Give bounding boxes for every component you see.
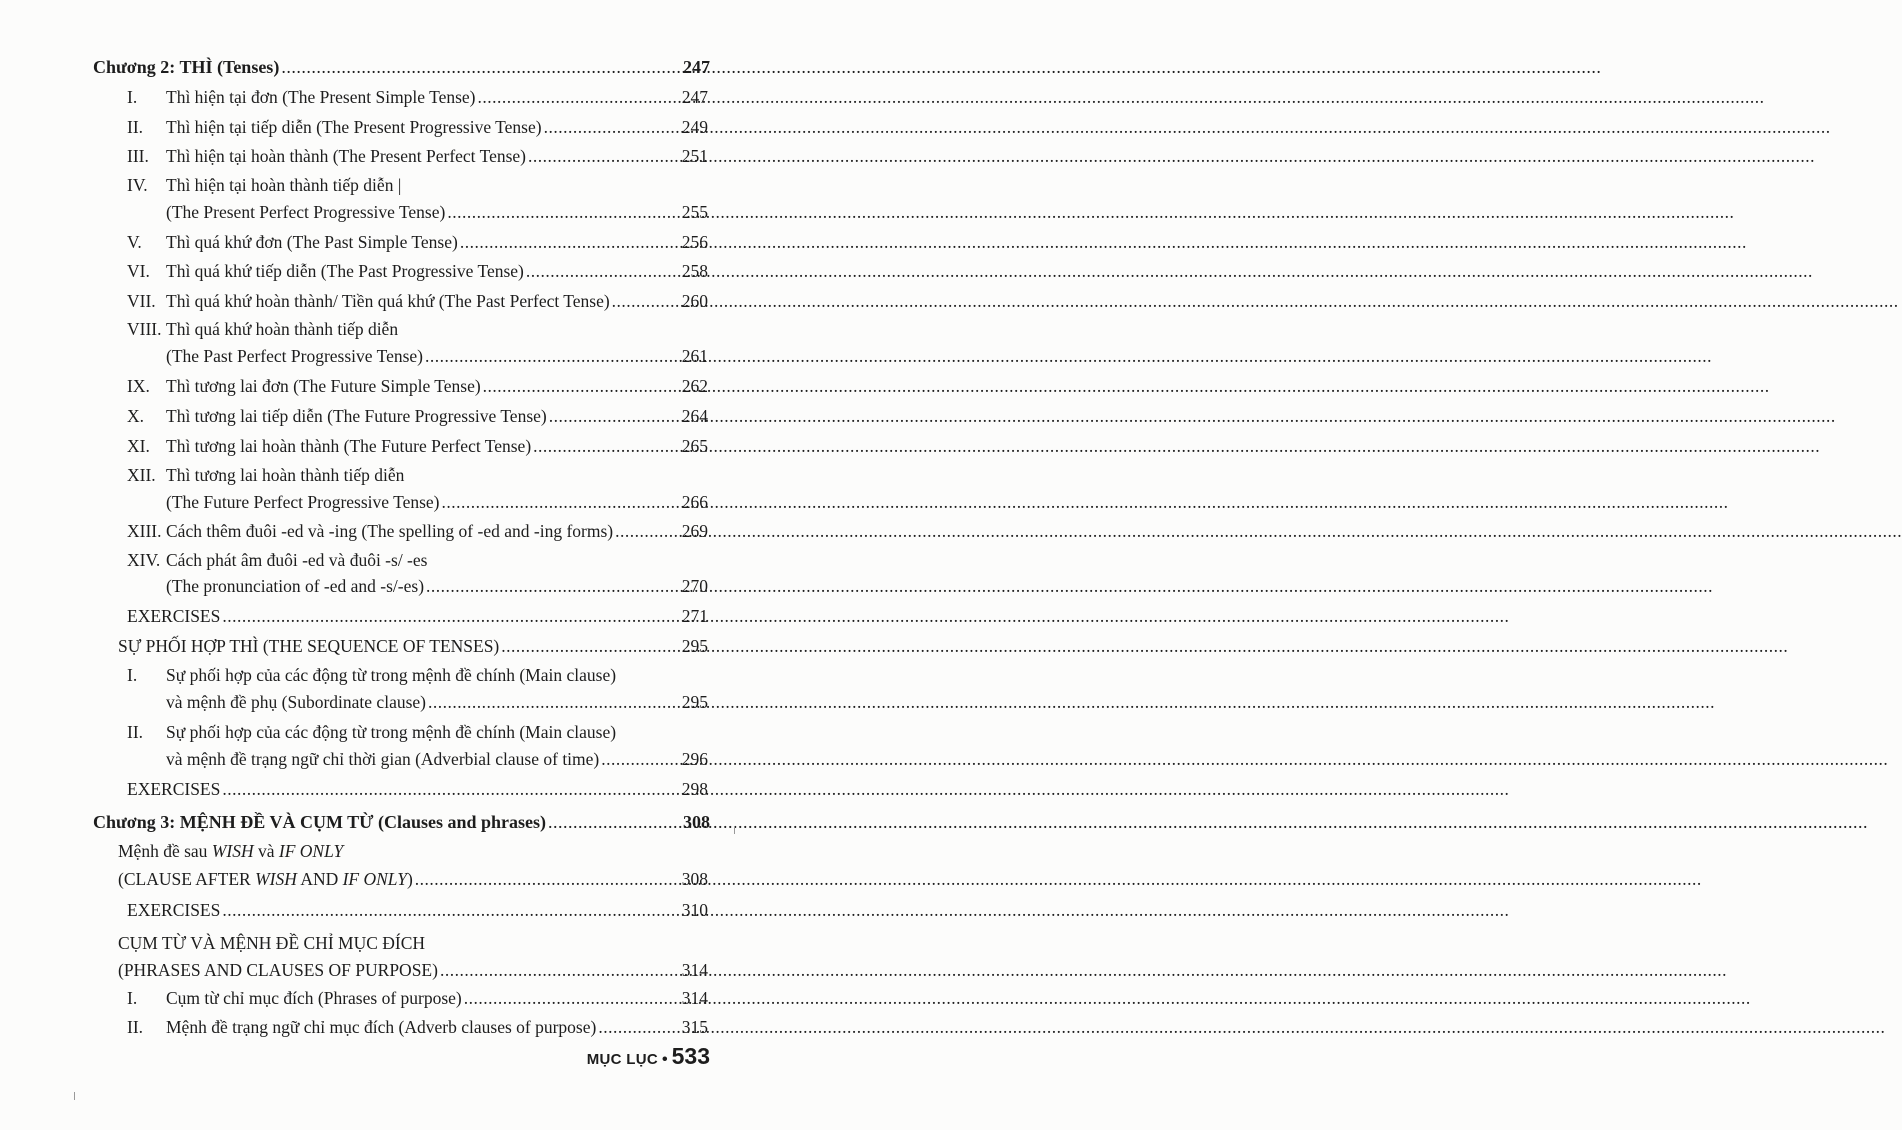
dot-leader: [428, 689, 680, 715]
toc-entry-title: Sự phối hợp của các động từ trong mệnh đề chính (Main clause): [166, 665, 617, 685]
toc-line: [0, 288, 800, 314]
toc-page-number: 269: [681, 521, 708, 541]
toc-line: [0, 229, 800, 255]
toc-page-number: 255: [681, 202, 708, 222]
dot-leader: [447, 199, 679, 225]
toc-line: [0, 518, 800, 544]
toc-line: [0, 489, 800, 515]
toc-entry-number: VI.: [127, 261, 150, 281]
toc-page-number: 271: [681, 606, 708, 626]
toc-line: [0, 547, 800, 573]
toc-line: [0, 838, 800, 864]
toc-entry-title: Thì quá khứ hoàn thành/ Tiền quá khứ (The Past Perfect Tense): [166, 291, 610, 311]
dot-leader: [601, 746, 679, 772]
toc-entry-title: EXERCISES: [127, 606, 221, 626]
toc-line: [0, 114, 800, 140]
dot-leader: [222, 603, 679, 629]
toc-entry-title: Cách phát âm đuôi -ed và đuôi -s/ -es: [166, 550, 428, 570]
toc-entry-number: IX.: [127, 376, 150, 396]
toc-entry-title: Thì hiện tại đơn (The Present Simple Tense): [166, 87, 476, 107]
margin-mark: [74, 1092, 75, 1100]
toc-line: [0, 809, 800, 835]
toc-entry-number: XI.: [127, 436, 150, 456]
toc-entry-number: I.: [127, 665, 138, 685]
toc-entry-title: Thì quá khứ đơn (The Past Simple Tense): [166, 232, 458, 252]
dot-leader: [425, 343, 680, 369]
toc-entry-number: II.: [127, 1017, 144, 1037]
margin-mark: [734, 826, 735, 834]
toc-entry-title: CỤM TỪ VÀ MỆNH ĐỀ CHỈ MỤC ĐÍCH: [118, 933, 426, 953]
toc-entry-title: SỰ PHỐI HỢP THÌ (THE SEQUENCE OF TENSES): [118, 636, 500, 656]
toc-entry-title: Mệnh đề trạng ngữ chỉ mục đích (Adverb clauses of purpose): [166, 1017, 597, 1037]
toc-page-number: 308: [681, 869, 708, 889]
page-number: 533: [671, 1043, 710, 1069]
toc-page-number: 270: [681, 576, 708, 596]
dot-leader: [442, 489, 680, 515]
toc-line: [0, 84, 800, 110]
dot-leader: [222, 897, 679, 923]
italic-term: WISH: [255, 869, 297, 889]
toc-page-number: 247: [681, 87, 708, 107]
toc-entry-title: Cách thêm đuôi -ed và -ing (The spelling of -ed and -ing forms): [166, 521, 614, 541]
toc-line: [0, 776, 800, 802]
toc-page-number: 265: [681, 436, 708, 456]
toc-line: [0, 985, 800, 1011]
dot-leader: [222, 776, 679, 802]
toc-entry-title: (CLAUSE AFTER WISH AND IF ONLY): [118, 869, 413, 889]
toc-line: [0, 199, 800, 225]
toc-entry-number: VII.: [127, 291, 156, 311]
toc-line: [0, 930, 800, 956]
toc-page-number: 315: [681, 1017, 708, 1037]
toc-page-number: 249: [681, 117, 708, 137]
toc-entry-title: (The Past Perfect Progressive Tense): [166, 346, 423, 366]
toc-line: [0, 54, 800, 80]
toc-entry-title: Thì hiện tại hoàn thành tiếp diễn |: [166, 175, 402, 195]
dot-leader: [549, 403, 680, 429]
table-of-contents: [0, 0, 800, 1130]
toc-entry-title: Thì tương lai hoàn thành tiếp diễn: [166, 465, 405, 485]
toc-entry-title: Thì hiện tại tiếp diễn (The Present Progressive Tense): [166, 117, 542, 137]
toc-page-number: 296: [681, 749, 708, 769]
dot-leader: [460, 229, 680, 255]
toc-entry-title: (PHRASES AND CLAUSES OF PURPOSE): [118, 960, 438, 980]
toc-line: [0, 373, 800, 399]
toc-entry-number: II.: [127, 117, 144, 137]
dot-leader: [281, 54, 681, 80]
toc-line: [0, 633, 800, 659]
toc-page-number: 262: [681, 376, 708, 396]
toc-entry-number: X.: [127, 406, 145, 426]
toc-line: [0, 462, 800, 488]
footer-label: MỤC LỤC: [586, 1051, 659, 1068]
toc-entry-title: EXERCISES: [127, 779, 221, 799]
toc-entry-number: II.: [127, 722, 144, 742]
toc-entry-number: XIV.: [127, 550, 161, 570]
toc-line: [0, 689, 800, 715]
dot-leader: [615, 518, 680, 544]
page-footer: [587, 1043, 710, 1073]
toc-line: [0, 316, 800, 342]
toc-page-number: 260: [681, 291, 708, 311]
toc-line: [0, 603, 800, 629]
toc-page-number: 251: [681, 146, 708, 166]
toc-entry-title: Sự phối hợp của các động từ trong mệnh đề chính (Main clause): [166, 722, 617, 742]
toc-entry-number: XII.: [127, 465, 156, 485]
italic-term: IF ONLY: [278, 841, 344, 861]
toc-line: [0, 433, 800, 459]
toc-line: [0, 866, 800, 892]
dot-leader: [501, 633, 679, 659]
toc-page-number: 261: [681, 346, 708, 366]
toc-entry-title: EXERCISES: [127, 900, 221, 920]
dot-leader: [533, 433, 680, 459]
footer-bullet: •: [662, 1051, 668, 1068]
chapter-title: Chương 3: MỆNH ĐỀ VÀ CỤM TỪ (Clauses and phrases): [93, 812, 546, 832]
toc-entry-title: (The Future Perfect Progressive Tense): [166, 492, 440, 512]
toc-entry-title: Thì tương lai đơn (The Future Simple Tense): [166, 376, 481, 396]
toc-entry-number: XIII.: [127, 521, 162, 541]
toc-line: [0, 343, 800, 369]
dot-leader: [548, 809, 681, 835]
dot-leader: [415, 866, 680, 892]
toc-line: [0, 403, 800, 429]
toc-entry-title: Thì quá khứ hoàn thành tiếp diễn: [166, 319, 399, 339]
toc-entry-number: I.: [127, 988, 138, 1008]
dot-leader: [526, 258, 680, 284]
dot-leader: [544, 114, 680, 140]
toc-page-number: 314: [681, 988, 708, 1008]
dot-leader: [528, 143, 680, 169]
toc-page-number: 266: [681, 492, 708, 512]
toc-page-number: 264: [681, 406, 708, 426]
toc-entry-number: III.: [127, 146, 149, 166]
toc-line: [0, 573, 800, 599]
dot-leader: [426, 573, 680, 599]
dot-leader: [464, 985, 680, 1011]
toc-line: [0, 1014, 800, 1040]
toc-entry-title: Thì tương lai tiếp diễn (The Future Progressive Tense): [166, 406, 547, 426]
toc-page-number: 258: [681, 261, 708, 281]
dot-leader: [598, 1014, 679, 1040]
toc-entry-title: (The Present Perfect Progressive Tense): [166, 202, 446, 222]
toc-entry-title: Thì hiện tại hoàn thành (The Present Perfect Tense): [166, 146, 526, 166]
dot-leader: [483, 373, 680, 399]
toc-entry-title: và mệnh đề trạng ngữ chỉ thời gian (Adverbial clause of time): [166, 749, 600, 769]
chapter-title: Chương 2: THÌ (Tenses): [93, 57, 280, 77]
toc-entry-number: IV.: [127, 175, 148, 195]
toc-page-number: 295: [681, 636, 708, 656]
toc-line: [0, 662, 800, 688]
toc-entry-title: Thì tương lai hoàn thành (The Future Perfect Tense): [166, 436, 532, 456]
dot-leader: [478, 84, 680, 110]
toc-entry-number: VIII.: [127, 319, 162, 339]
dot-leader: [440, 957, 680, 983]
toc-line: [0, 719, 800, 745]
toc-entry-number: I.: [127, 87, 138, 107]
toc-entry-title: Thì quá khứ tiếp diễn (The Past Progressive Tense): [166, 261, 524, 281]
toc-entry-number: V.: [127, 232, 142, 252]
italic-term: IF ONLY: [342, 869, 407, 889]
toc-page-number: 308: [683, 812, 710, 832]
toc-line: [0, 957, 800, 983]
italic-term: WISH: [211, 841, 254, 861]
toc-page-number: 314: [681, 960, 708, 980]
toc-line: [0, 897, 800, 923]
toc-line: [0, 172, 800, 198]
toc-line: [0, 143, 800, 169]
toc-entry-title: Cụm từ chỉ mục đích (Phrases of purpose): [166, 988, 462, 1008]
toc-page-number: 298: [681, 779, 708, 799]
toc-line: [0, 746, 800, 772]
toc-page-number: 295: [681, 692, 708, 712]
toc-entry-title: Mệnh đề sau WISH và IF ONLY: [118, 841, 344, 861]
toc-page-number: 256: [681, 232, 708, 252]
toc-entry-title: và mệnh đề phụ (Subordinate clause): [166, 692, 426, 712]
dot-leader: [612, 288, 680, 314]
toc-line: [0, 258, 800, 284]
toc-page-number: 247: [683, 57, 710, 77]
toc-entry-title: (The pronunciation of -ed and -s/-es): [166, 576, 425, 596]
toc-page-number: 310: [681, 900, 708, 920]
